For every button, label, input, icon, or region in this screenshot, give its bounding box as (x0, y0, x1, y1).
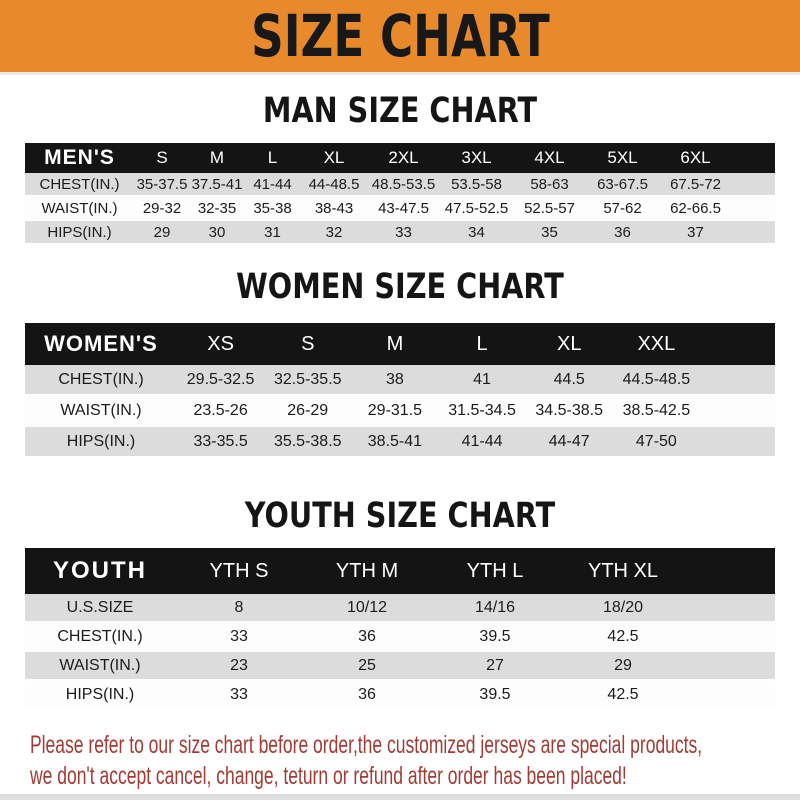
header-cell: M (190, 143, 244, 173)
women-section-heading: WOMEN SIZE CHART (236, 267, 564, 307)
value-cell: 36 (586, 220, 659, 244)
header-cell: 2XL (367, 143, 440, 173)
header-cell: YTH M (303, 548, 431, 594)
value-cell: 31.5-34.5 (438, 395, 525, 426)
filler-cell (700, 426, 775, 457)
row-label-cell: WAIST(IN.) (25, 395, 177, 426)
value-cell: 32-35 (190, 196, 244, 220)
header-cell: 5XL (586, 143, 659, 173)
value-cell: 39.5 (431, 622, 559, 651)
value-cell: 23 (175, 651, 303, 680)
filler-cell (732, 173, 775, 196)
value-cell: 58-63 (513, 173, 586, 196)
row-label-cell: CHEST(IN.) (25, 173, 134, 196)
value-cell: 35-37.5 (134, 173, 190, 196)
value-cell: 44-47 (526, 426, 613, 457)
header-cell: YTH XL (559, 548, 687, 594)
youth-size-table (25, 548, 775, 710)
header-cell: 6XL (659, 143, 732, 173)
table-row (25, 594, 775, 622)
filler-cell (732, 220, 775, 244)
value-cell: 62-66.5 (659, 196, 732, 220)
men-table-title-cell: MEN'S (25, 143, 134, 173)
filler-cell (687, 622, 775, 651)
row-label-cell: U.S.SIZE (25, 594, 175, 622)
table-row (25, 173, 775, 196)
value-cell: 8 (175, 594, 303, 622)
value-cell: 36 (303, 622, 431, 651)
value-cell: 33 (175, 680, 303, 709)
value-cell: 38 (351, 365, 438, 395)
value-cell: 47-50 (613, 426, 700, 457)
header-cell: YTH L (431, 548, 559, 594)
filler-cell (732, 196, 775, 220)
table-row (25, 365, 775, 395)
header-cell: L (438, 323, 525, 365)
youth-table-header-row (25, 548, 775, 594)
value-cell: 43-47.5 (367, 196, 440, 220)
header-cell: L (244, 143, 301, 173)
value-cell: 41 (438, 365, 525, 395)
value-cell: 35 (513, 220, 586, 244)
table-row (25, 220, 775, 244)
row-label-cell: HIPS(IN.) (25, 220, 134, 244)
value-cell: 23.5-26 (177, 395, 264, 426)
value-cell: 32 (301, 220, 367, 244)
men-section-heading: MAN SIZE CHART (262, 91, 538, 131)
header-cell: M (351, 323, 438, 365)
row-label-cell: CHEST(IN.) (25, 622, 175, 651)
header-filler-cell (732, 143, 775, 173)
bottom-edge-strip (0, 794, 800, 800)
women-table-header-row (25, 323, 775, 365)
table-row (25, 196, 775, 220)
value-cell: 48.5-53.5 (367, 173, 440, 196)
filler-cell (700, 395, 775, 426)
header-cell: 4XL (513, 143, 586, 173)
value-cell: 38-43 (301, 196, 367, 220)
disclaimer-line-2: we don't accept cancel, change, teturn or refund after order has been placed! (30, 762, 627, 790)
row-label-cell: HIPS(IN.) (25, 680, 175, 709)
page-title: SIZE CHART (250, 2, 550, 70)
table-row (25, 395, 775, 426)
banner (0, 0, 800, 75)
header-cell: S (264, 323, 351, 365)
value-cell: 29 (134, 220, 190, 244)
value-cell: 34.5-38.5 (526, 395, 613, 426)
value-cell: 36 (303, 680, 431, 709)
value-cell: 29-31.5 (351, 395, 438, 426)
value-cell: 10/12 (303, 594, 431, 622)
table-row (25, 651, 775, 680)
value-cell: 29.5-32.5 (177, 365, 264, 395)
row-label-cell: CHEST(IN.) (25, 365, 177, 395)
value-cell: 32.5-35.5 (264, 365, 351, 395)
value-cell: 44.5 (526, 365, 613, 395)
header-filler-cell (687, 548, 775, 594)
value-cell: 42.5 (559, 680, 687, 709)
value-cell: 34 (440, 220, 513, 244)
value-cell: 41-44 (438, 426, 525, 457)
header-cell: XS (177, 323, 264, 365)
value-cell: 14/16 (431, 594, 559, 622)
value-cell: 38.5-42.5 (613, 395, 700, 426)
value-cell: 25 (303, 651, 431, 680)
value-cell: 67.5-72 (659, 173, 732, 196)
filler-cell (687, 651, 775, 680)
value-cell: 33 (175, 622, 303, 651)
filler-cell (687, 594, 775, 622)
filler-cell (700, 365, 775, 395)
value-cell: 29-32 (134, 196, 190, 220)
value-cell: 52.5-57 (513, 196, 586, 220)
value-cell: 37.5-41 (190, 173, 244, 196)
value-cell: 37 (659, 220, 732, 244)
header-cell: 3XL (440, 143, 513, 173)
value-cell: 39.5 (431, 680, 559, 709)
header-cell: XXL (613, 323, 700, 365)
women-size-table (25, 323, 775, 458)
youth-table-title-cell: YOUTH (25, 548, 175, 594)
disclaimer (30, 730, 800, 792)
filler-cell (687, 680, 775, 709)
header-cell: YTH S (175, 548, 303, 594)
header-filler-cell (700, 323, 775, 365)
value-cell: 26-29 (264, 395, 351, 426)
table-row (25, 426, 775, 457)
men-table-header-row (25, 143, 775, 173)
women-table-title-cell: WOMEN'S (25, 323, 177, 365)
value-cell: 38.5-41 (351, 426, 438, 457)
value-cell: 33-35.5 (177, 426, 264, 457)
value-cell: 35.5-38.5 (264, 426, 351, 457)
value-cell: 57-62 (586, 196, 659, 220)
value-cell: 30 (190, 220, 244, 244)
value-cell: 27 (431, 651, 559, 680)
table-row (25, 622, 775, 651)
value-cell: 31 (244, 220, 301, 244)
value-cell: 44.5-48.5 (613, 365, 700, 395)
men-size-table (25, 143, 775, 245)
row-label-cell: HIPS(IN.) (25, 426, 177, 457)
value-cell: 29 (559, 651, 687, 680)
value-cell: 44-48.5 (301, 173, 367, 196)
header-cell: S (134, 143, 190, 173)
value-cell: 18/20 (559, 594, 687, 622)
youth-section-heading: YOUTH SIZE CHART (244, 496, 556, 536)
row-label-cell: WAIST(IN.) (25, 196, 134, 220)
value-cell: 41-44 (244, 173, 301, 196)
disclaimer-line-1: Please refer to our size chart before order,the customized jerseys are special products, (30, 731, 703, 759)
value-cell: 53.5-58 (440, 173, 513, 196)
value-cell: 63-67.5 (586, 173, 659, 196)
header-cell: XL (526, 323, 613, 365)
value-cell: 33 (367, 220, 440, 244)
value-cell: 42.5 (559, 622, 687, 651)
value-cell: 47.5-52.5 (440, 196, 513, 220)
row-label-cell: WAIST(IN.) (25, 651, 175, 680)
value-cell: 35-38 (244, 196, 301, 220)
header-cell: XL (301, 143, 367, 173)
table-row (25, 680, 775, 709)
